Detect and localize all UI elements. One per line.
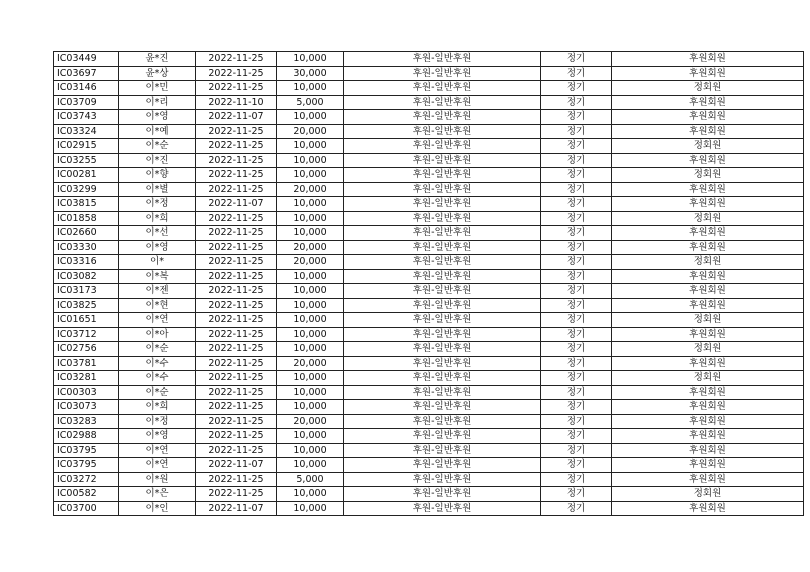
member-type-cell: 후원회원 bbox=[612, 226, 804, 241]
donor-name-cell: 이* bbox=[119, 255, 196, 270]
donor-id-cell: IC03815 bbox=[54, 197, 119, 212]
donation-type-cell: 후원-일반후원 bbox=[344, 487, 541, 502]
donor-id-cell: IC03272 bbox=[54, 472, 119, 487]
donation-date-cell: 2022-11-25 bbox=[196, 356, 277, 371]
donor-name-cell: 이*젠 bbox=[119, 284, 196, 299]
donation-type-cell: 후원-일반후원 bbox=[344, 501, 541, 516]
table-row bbox=[54, 472, 804, 487]
donation-date-cell: 2022-11-25 bbox=[196, 284, 277, 299]
donation-type-cell: 후원-일반후원 bbox=[344, 240, 541, 255]
member-type-cell: 후원회원 bbox=[612, 284, 804, 299]
amount-cell: 10,000 bbox=[277, 168, 344, 183]
table-body bbox=[54, 52, 804, 516]
table-row bbox=[54, 501, 804, 516]
member-type-cell: 정회원 bbox=[612, 168, 804, 183]
member-type-cell: 후원회원 bbox=[612, 443, 804, 458]
amount-cell: 10,000 bbox=[277, 197, 344, 212]
amount-cell: 10,000 bbox=[277, 327, 344, 342]
donation-type-cell: 후원-일반후원 bbox=[344, 168, 541, 183]
cycle-cell: 정기 bbox=[541, 501, 612, 516]
donor-name-cell: 이*아 bbox=[119, 327, 196, 342]
donation-type-cell: 후원-일반후원 bbox=[344, 110, 541, 125]
donation-date-cell: 2022-11-25 bbox=[196, 66, 277, 81]
member-type-cell: 후원회원 bbox=[612, 356, 804, 371]
donation-date-cell: 2022-11-25 bbox=[196, 240, 277, 255]
member-type-cell: 후원회원 bbox=[612, 197, 804, 212]
table-row bbox=[54, 269, 804, 284]
donor-name-cell: 이*현 bbox=[119, 298, 196, 313]
donor-id-cell: IC03712 bbox=[54, 327, 119, 342]
cycle-cell: 정기 bbox=[541, 66, 612, 81]
table-row bbox=[54, 443, 804, 458]
amount-cell: 10,000 bbox=[277, 211, 344, 226]
table-row bbox=[54, 139, 804, 154]
donation-type-cell: 후원-일반후원 bbox=[344, 443, 541, 458]
member-type-cell: 후원회원 bbox=[612, 400, 804, 415]
member-type-cell: 정회원 bbox=[612, 139, 804, 154]
donor-name-cell: 이*민 bbox=[119, 81, 196, 96]
cycle-cell: 정기 bbox=[541, 110, 612, 125]
table-row bbox=[54, 298, 804, 313]
donor-id-cell: IC03281 bbox=[54, 371, 119, 386]
table-row bbox=[54, 385, 804, 400]
table-row bbox=[54, 327, 804, 342]
amount-cell: 10,000 bbox=[277, 443, 344, 458]
donation-date-cell: 2022-11-25 bbox=[196, 226, 277, 241]
donor-name-cell: 이*순 bbox=[119, 342, 196, 357]
donation-date-cell: 2022-11-25 bbox=[196, 313, 277, 328]
donation-date-cell: 2022-11-07 bbox=[196, 110, 277, 125]
donor-name-cell: 이*영 bbox=[119, 429, 196, 444]
donation-date-cell: 2022-11-25 bbox=[196, 371, 277, 386]
amount-cell: 10,000 bbox=[277, 371, 344, 386]
member-type-cell: 정회원 bbox=[612, 313, 804, 328]
donation-type-cell: 후원-일반후원 bbox=[344, 472, 541, 487]
donor-id-cell: IC03324 bbox=[54, 124, 119, 139]
donation-date-cell: 2022-11-07 bbox=[196, 458, 277, 473]
table-row bbox=[54, 66, 804, 81]
donation-date-cell: 2022-11-25 bbox=[196, 327, 277, 342]
member-type-cell: 후원회원 bbox=[612, 385, 804, 400]
cycle-cell: 정기 bbox=[541, 255, 612, 270]
member-type-cell: 후원회원 bbox=[612, 458, 804, 473]
donation-type-cell: 후원-일반후원 bbox=[344, 385, 541, 400]
amount-cell: 10,000 bbox=[277, 458, 344, 473]
donation-type-cell: 후원-일반후원 bbox=[344, 153, 541, 168]
donor-id-cell: IC01651 bbox=[54, 313, 119, 328]
cycle-cell: 정기 bbox=[541, 168, 612, 183]
donation-type-cell: 후원-일반후원 bbox=[344, 414, 541, 429]
member-type-cell: 후원회원 bbox=[612, 153, 804, 168]
donation-date-cell: 2022-11-25 bbox=[196, 52, 277, 67]
donor-name-cell: 이*인 bbox=[119, 501, 196, 516]
cycle-cell: 정기 bbox=[541, 269, 612, 284]
donation-date-cell: 2022-11-25 bbox=[196, 385, 277, 400]
amount-cell: 10,000 bbox=[277, 110, 344, 125]
donor-name-cell: 이*연 bbox=[119, 443, 196, 458]
donor-id-cell: IC03700 bbox=[54, 501, 119, 516]
donor-name-cell: 이*희 bbox=[119, 400, 196, 415]
table-row bbox=[54, 371, 804, 386]
table-row bbox=[54, 240, 804, 255]
donor-name-cell: 이*은 bbox=[119, 487, 196, 502]
amount-cell: 20,000 bbox=[277, 240, 344, 255]
cycle-cell: 정기 bbox=[541, 81, 612, 96]
amount-cell: 5,000 bbox=[277, 95, 344, 110]
table-row bbox=[54, 124, 804, 139]
donor-id-cell: IC03299 bbox=[54, 182, 119, 197]
table-row bbox=[54, 400, 804, 415]
member-type-cell: 후원회원 bbox=[612, 429, 804, 444]
donor-name-cell: 이*정 bbox=[119, 414, 196, 429]
cycle-cell: 정기 bbox=[541, 414, 612, 429]
donation-date-cell: 2022-11-07 bbox=[196, 501, 277, 516]
member-type-cell: 정회원 bbox=[612, 81, 804, 96]
amount-cell: 20,000 bbox=[277, 356, 344, 371]
donor-name-cell: 이*리 bbox=[119, 95, 196, 110]
member-type-cell: 후원회원 bbox=[612, 327, 804, 342]
donor-id-cell: IC01858 bbox=[54, 211, 119, 226]
member-type-cell: 후원회원 bbox=[612, 298, 804, 313]
donation-type-cell: 후원-일반후원 bbox=[344, 284, 541, 299]
donor-id-cell: IC02988 bbox=[54, 429, 119, 444]
cycle-cell: 정기 bbox=[541, 211, 612, 226]
cycle-cell: 정기 bbox=[541, 458, 612, 473]
table-row bbox=[54, 226, 804, 241]
donation-date-cell: 2022-11-25 bbox=[196, 255, 277, 270]
amount-cell: 10,000 bbox=[277, 487, 344, 502]
amount-cell: 10,000 bbox=[277, 501, 344, 516]
donation-type-cell: 후원-일반후원 bbox=[344, 327, 541, 342]
donor-name-cell: 윤*진 bbox=[119, 52, 196, 67]
donation-type-cell: 후원-일반후원 bbox=[344, 95, 541, 110]
member-type-cell: 후원회원 bbox=[612, 414, 804, 429]
donor-id-cell: IC00281 bbox=[54, 168, 119, 183]
donor-id-cell: IC03743 bbox=[54, 110, 119, 125]
donation-date-cell: 2022-11-25 bbox=[196, 211, 277, 226]
cycle-cell: 정기 bbox=[541, 197, 612, 212]
donor-id-cell: IC03255 bbox=[54, 153, 119, 168]
cycle-cell: 정기 bbox=[541, 472, 612, 487]
donor-name-cell: 이*복 bbox=[119, 269, 196, 284]
amount-cell: 10,000 bbox=[277, 400, 344, 415]
donor-id-cell: IC03316 bbox=[54, 255, 119, 270]
donor-name-cell: 이*원 bbox=[119, 472, 196, 487]
cycle-cell: 정기 bbox=[541, 400, 612, 415]
donation-date-cell: 2022-11-25 bbox=[196, 269, 277, 284]
donation-date-cell: 2022-11-25 bbox=[196, 414, 277, 429]
cycle-cell: 정기 bbox=[541, 327, 612, 342]
donation-date-cell: 2022-11-07 bbox=[196, 197, 277, 212]
amount-cell: 10,000 bbox=[277, 298, 344, 313]
amount-cell: 30,000 bbox=[277, 66, 344, 81]
donation-date-cell: 2022-11-25 bbox=[196, 182, 277, 197]
cycle-cell: 정기 bbox=[541, 95, 612, 110]
donor-name-cell: 이*수 bbox=[119, 371, 196, 386]
amount-cell: 10,000 bbox=[277, 139, 344, 154]
table-row bbox=[54, 182, 804, 197]
donation-date-cell: 2022-11-25 bbox=[196, 153, 277, 168]
donor-id-cell: IC03709 bbox=[54, 95, 119, 110]
donor-name-cell: 이*연 bbox=[119, 313, 196, 328]
donation-table bbox=[53, 51, 804, 516]
donation-date-cell: 2022-11-25 bbox=[196, 443, 277, 458]
donor-id-cell: IC03073 bbox=[54, 400, 119, 415]
donation-type-cell: 후원-일반후원 bbox=[344, 429, 541, 444]
donation-type-cell: 후원-일반후원 bbox=[344, 342, 541, 357]
cycle-cell: 정기 bbox=[541, 182, 612, 197]
amount-cell: 10,000 bbox=[277, 269, 344, 284]
donation-type-cell: 후원-일반후원 bbox=[344, 356, 541, 371]
donation-date-cell: 2022-11-25 bbox=[196, 429, 277, 444]
donor-id-cell: IC00303 bbox=[54, 385, 119, 400]
donation-date-cell: 2022-11-25 bbox=[196, 400, 277, 415]
member-type-cell: 후원회원 bbox=[612, 501, 804, 516]
donation-type-cell: 후원-일반후원 bbox=[344, 211, 541, 226]
cycle-cell: 정기 bbox=[541, 342, 612, 357]
member-type-cell: 정회원 bbox=[612, 255, 804, 270]
donation-date-cell: 2022-11-25 bbox=[196, 139, 277, 154]
table-row bbox=[54, 487, 804, 502]
member-type-cell: 후원회원 bbox=[612, 182, 804, 197]
donor-name-cell: 이*희 bbox=[119, 211, 196, 226]
amount-cell: 10,000 bbox=[277, 226, 344, 241]
donor-name-cell: 이*선 bbox=[119, 226, 196, 241]
donor-name-cell: 이*진 bbox=[119, 153, 196, 168]
amount-cell: 20,000 bbox=[277, 255, 344, 270]
table-row bbox=[54, 211, 804, 226]
donation-date-cell: 2022-11-25 bbox=[196, 168, 277, 183]
donation-type-cell: 후원-일반후원 bbox=[344, 226, 541, 241]
donor-id-cell: IC03697 bbox=[54, 66, 119, 81]
donor-id-cell: IC03173 bbox=[54, 284, 119, 299]
table-row bbox=[54, 356, 804, 371]
table-row bbox=[54, 414, 804, 429]
table-row bbox=[54, 52, 804, 67]
amount-cell: 10,000 bbox=[277, 313, 344, 328]
member-type-cell: 후원회원 bbox=[612, 472, 804, 487]
donation-type-cell: 후원-일반후원 bbox=[344, 52, 541, 67]
donation-type-cell: 후원-일반후원 bbox=[344, 400, 541, 415]
donor-id-cell: IC03781 bbox=[54, 356, 119, 371]
table-row bbox=[54, 110, 804, 125]
amount-cell: 5,000 bbox=[277, 472, 344, 487]
member-type-cell: 후원회원 bbox=[612, 95, 804, 110]
donation-date-cell: 2022-11-25 bbox=[196, 487, 277, 502]
donation-date-cell: 2022-11-25 bbox=[196, 298, 277, 313]
member-type-cell: 정회원 bbox=[612, 371, 804, 386]
donor-id-cell: IC00582 bbox=[54, 487, 119, 502]
donor-id-cell: IC03283 bbox=[54, 414, 119, 429]
donor-id-cell: IC03330 bbox=[54, 240, 119, 255]
donation-type-cell: 후원-일반후원 bbox=[344, 81, 541, 96]
donor-name-cell: 이*영 bbox=[119, 240, 196, 255]
table-row bbox=[54, 255, 804, 270]
table-row bbox=[54, 313, 804, 328]
donation-type-cell: 후원-일반후원 bbox=[344, 182, 541, 197]
donation-type-cell: 후원-일반후원 bbox=[344, 124, 541, 139]
table-row bbox=[54, 342, 804, 357]
cycle-cell: 정기 bbox=[541, 153, 612, 168]
member-type-cell: 후원회원 bbox=[612, 66, 804, 81]
donor-name-cell: 이*정 bbox=[119, 197, 196, 212]
cycle-cell: 정기 bbox=[541, 356, 612, 371]
donor-name-cell: 이*수 bbox=[119, 356, 196, 371]
member-type-cell: 후원회원 bbox=[612, 240, 804, 255]
donation-type-cell: 후원-일반후원 bbox=[344, 298, 541, 313]
cycle-cell: 정기 bbox=[541, 226, 612, 241]
cycle-cell: 정기 bbox=[541, 385, 612, 400]
member-type-cell: 후원회원 bbox=[612, 124, 804, 139]
donor-name-cell: 이*향 bbox=[119, 168, 196, 183]
donor-id-cell: IC02660 bbox=[54, 226, 119, 241]
donation-type-cell: 후원-일반후원 bbox=[344, 197, 541, 212]
table-row bbox=[54, 153, 804, 168]
amount-cell: 20,000 bbox=[277, 182, 344, 197]
donation-type-cell: 후원-일반후원 bbox=[344, 269, 541, 284]
cycle-cell: 정기 bbox=[541, 371, 612, 386]
donation-date-cell: 2022-11-25 bbox=[196, 124, 277, 139]
table-row bbox=[54, 168, 804, 183]
donor-name-cell: 윤*상 bbox=[119, 66, 196, 81]
donor-name-cell: 이*예 bbox=[119, 124, 196, 139]
table-row bbox=[54, 197, 804, 212]
amount-cell: 10,000 bbox=[277, 284, 344, 299]
table-row bbox=[54, 95, 804, 110]
member-type-cell: 후원회원 bbox=[612, 52, 804, 67]
donor-id-cell: IC02756 bbox=[54, 342, 119, 357]
donor-id-cell: IC03082 bbox=[54, 269, 119, 284]
donor-id-cell: IC03449 bbox=[54, 52, 119, 67]
donor-id-cell: IC03795 bbox=[54, 458, 119, 473]
donation-type-cell: 후원-일반후원 bbox=[344, 255, 541, 270]
donor-id-cell: IC03146 bbox=[54, 81, 119, 96]
cycle-cell: 정기 bbox=[541, 124, 612, 139]
donation-date-cell: 2022-11-25 bbox=[196, 472, 277, 487]
donor-name-cell: 이*영 bbox=[119, 110, 196, 125]
donation-type-cell: 후원-일반후원 bbox=[344, 139, 541, 154]
amount-cell: 20,000 bbox=[277, 414, 344, 429]
donation-type-cell: 후원-일반후원 bbox=[344, 313, 541, 328]
donation-date-cell: 2022-11-10 bbox=[196, 95, 277, 110]
table-row bbox=[54, 284, 804, 299]
donation-type-cell: 후원-일반후원 bbox=[344, 66, 541, 81]
cycle-cell: 정기 bbox=[541, 139, 612, 154]
table-row bbox=[54, 458, 804, 473]
cycle-cell: 정기 bbox=[541, 298, 612, 313]
member-type-cell: 정회원 bbox=[612, 342, 804, 357]
cycle-cell: 정기 bbox=[541, 429, 612, 444]
amount-cell: 10,000 bbox=[277, 81, 344, 96]
member-type-cell: 후원회원 bbox=[612, 269, 804, 284]
amount-cell: 10,000 bbox=[277, 429, 344, 444]
donor-name-cell: 이*순 bbox=[119, 385, 196, 400]
amount-cell: 10,000 bbox=[277, 385, 344, 400]
amount-cell: 20,000 bbox=[277, 124, 344, 139]
donation-type-cell: 후원-일반후원 bbox=[344, 458, 541, 473]
donor-name-cell: 이*별 bbox=[119, 182, 196, 197]
member-type-cell: 후원회원 bbox=[612, 110, 804, 125]
member-type-cell: 정회원 bbox=[612, 211, 804, 226]
donor-id-cell: IC03825 bbox=[54, 298, 119, 313]
amount-cell: 10,000 bbox=[277, 52, 344, 67]
cycle-cell: 정기 bbox=[541, 284, 612, 299]
amount-cell: 10,000 bbox=[277, 153, 344, 168]
cycle-cell: 정기 bbox=[541, 52, 612, 67]
cycle-cell: 정기 bbox=[541, 487, 612, 502]
donation-date-cell: 2022-11-25 bbox=[196, 81, 277, 96]
donor-id-cell: IC03795 bbox=[54, 443, 119, 458]
cycle-cell: 정기 bbox=[541, 240, 612, 255]
table-row bbox=[54, 81, 804, 96]
donation-date-cell: 2022-11-25 bbox=[196, 342, 277, 357]
member-type-cell: 정회원 bbox=[612, 487, 804, 502]
amount-cell: 10,000 bbox=[277, 342, 344, 357]
donor-name-cell: 이*순 bbox=[119, 139, 196, 154]
cycle-cell: 정기 bbox=[541, 443, 612, 458]
donor-name-cell: 이*연 bbox=[119, 458, 196, 473]
donation-type-cell: 후원-일반후원 bbox=[344, 371, 541, 386]
donor-id-cell: IC02915 bbox=[54, 139, 119, 154]
table-row bbox=[54, 429, 804, 444]
cycle-cell: 정기 bbox=[541, 313, 612, 328]
